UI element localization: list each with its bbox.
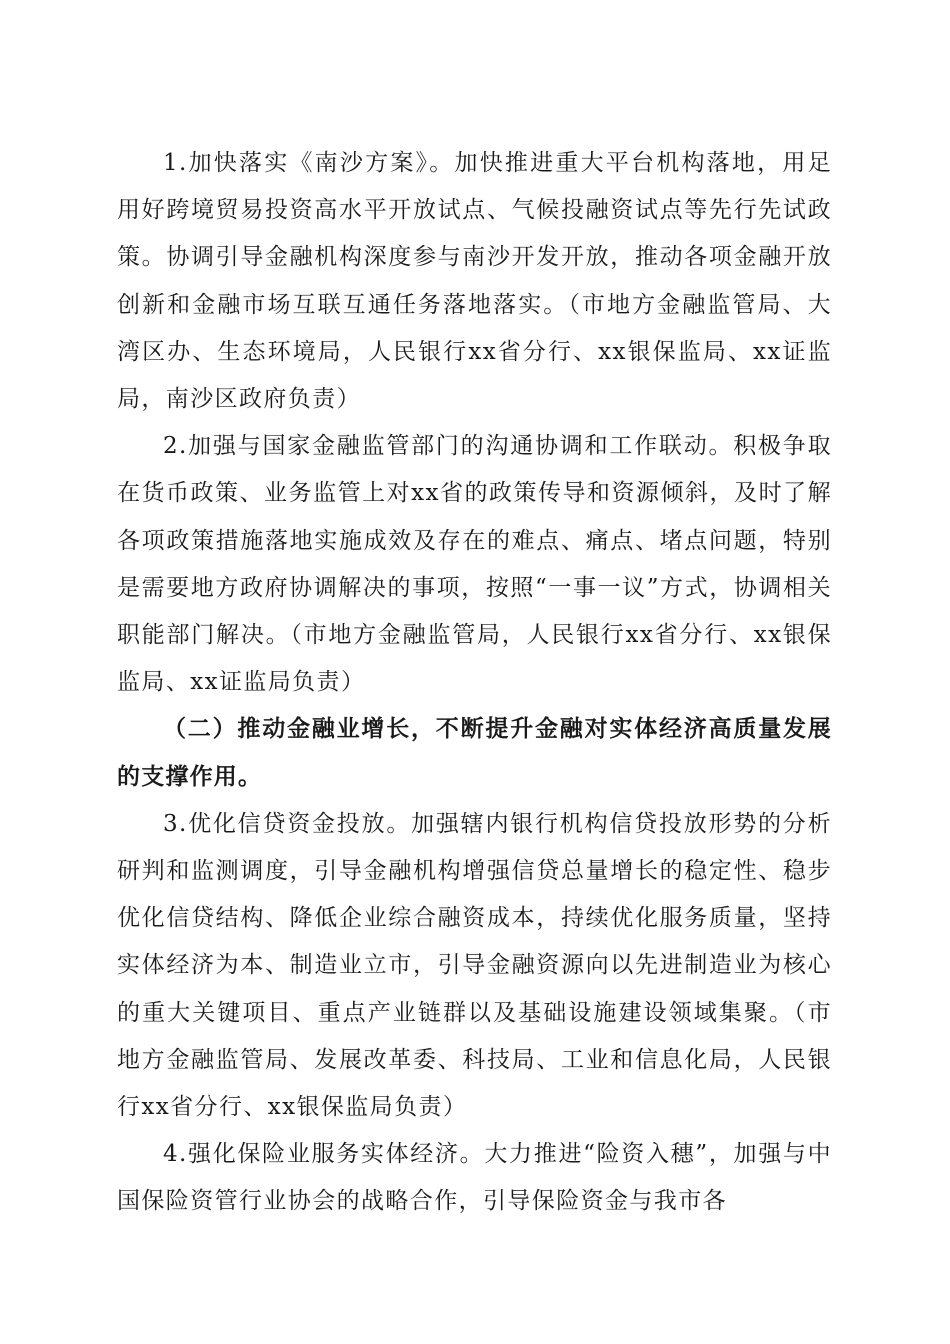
paragraph-item-3: 3.优化信贷资金投放。加强辖内银行机构信贷投放形势的分析研判和监测调度，引导金融机构增强信贷总量增长的稳定性、稳步优化信贷结构、降低企业综合融资成本，持续优化服务质量，坚持实体经济为本、制造业立市，引导金融资源向以先进制造业为核心的重大关键项目、重点产业链群以及基础设施建设领域集聚。（市地方金融监管局、发展改革委、科技局、工业和信息化局，人民银行xx省分行、xx银保监局负责） <box>117 810 832 1121</box>
paragraph-item-1: 1.加快落实《南沙方案》。加快推进重大平台机构落地，用足用好跨境贸易投资高水平开放试点、气候投融资试点等先行先试政策。协调引导金融机构深度参与南沙开发开放，推动各项金融开放创新和金融市场互联互通任务落地落实。（市地方金融监管局、大湾区办、生态环境局，人民银行xx省分行、xx银保监局、xx证监局，南沙区政府负责） <box>117 150 832 413</box>
paragraph-item-4: 4.强化保险业服务实体经济。大力推进“险资入穗”，加强与中国保险资管行业协会的战略合作，引导保险资金与我市各 <box>117 1141 832 1215</box>
document-body <box>117 140 832 1226</box>
section-heading-2: （二）推动金融业增长，不断提升金融对实体经济高质量发展的支撑作用。 <box>117 716 832 790</box>
paragraph-item-2: 2.加强与国家金融监管部门的沟通协调和工作联动。积极争取在货币政策、业务监管上对xx省的政策传导和资源倾斜，及时了解各项政策措施落地实施成效及存在的难点、痛点、堵点问题，特别是需要地方政府协调解决的事项，按照“一事一议”方式，协调相关职能部门解决。（市地方金融监管局，人民银行xx省分行、xx银保监局、xx证监局负责） <box>117 433 832 696</box>
